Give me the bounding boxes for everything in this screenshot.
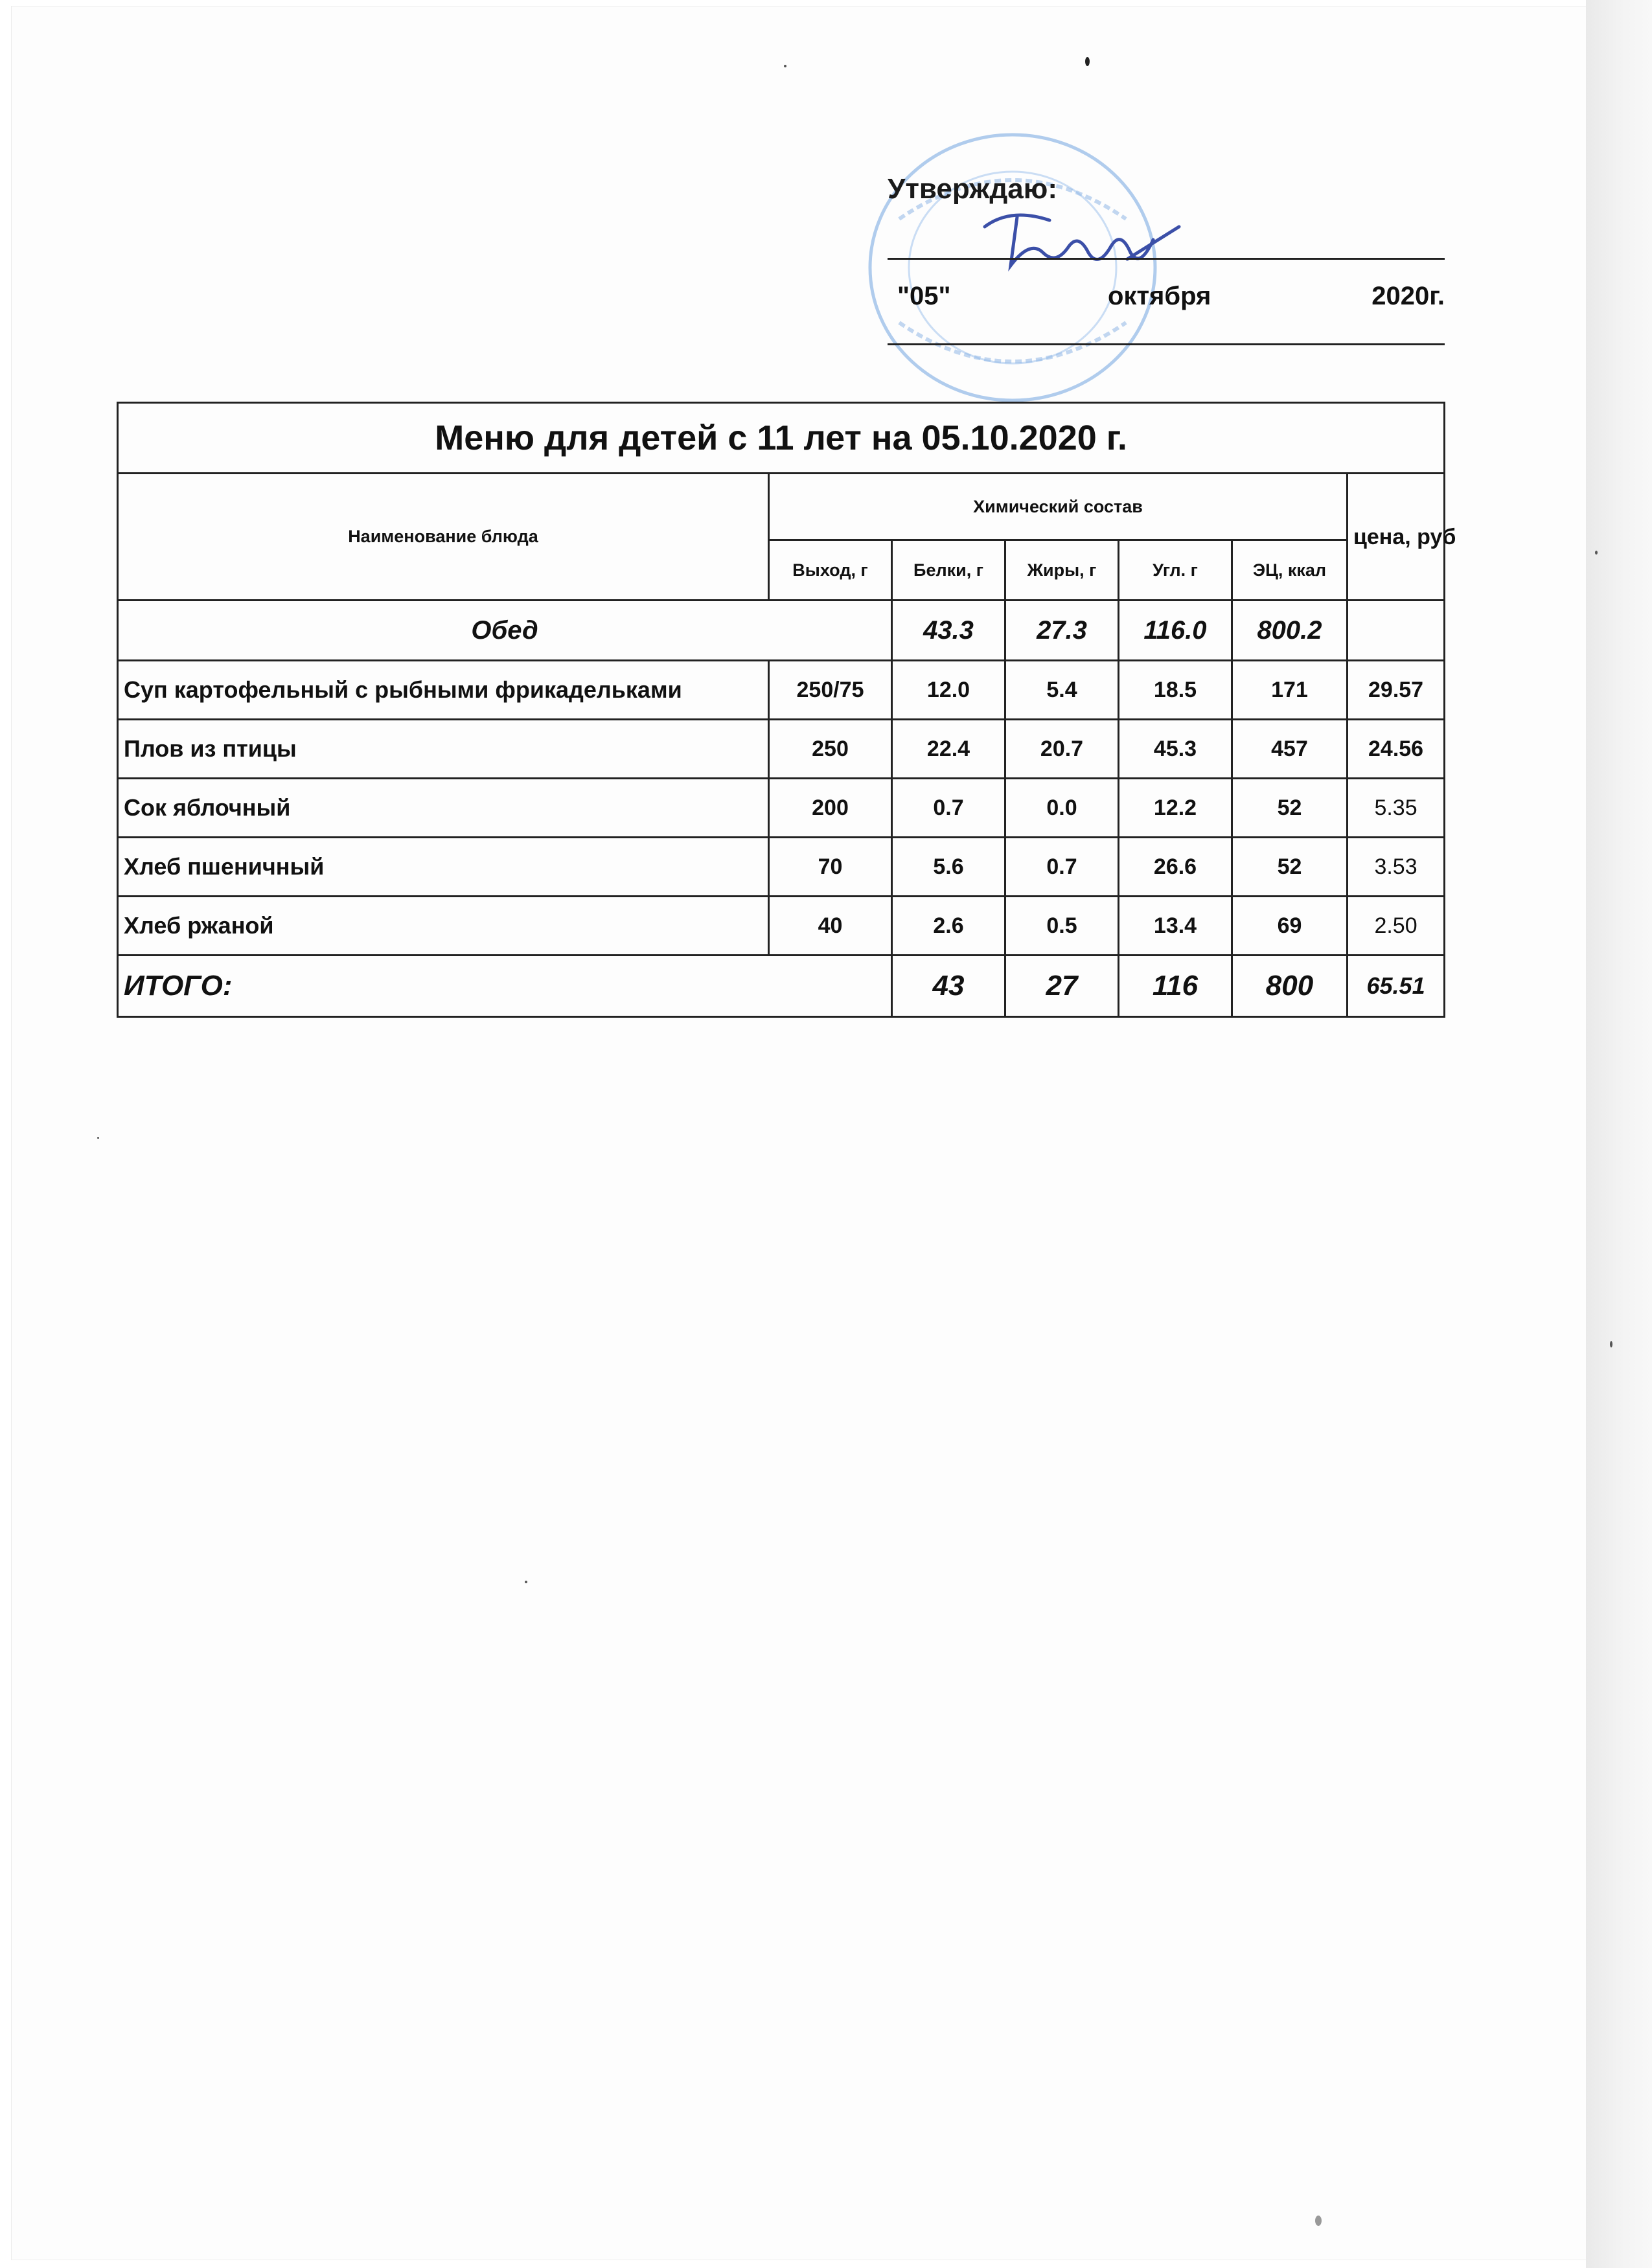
dish-protein: 5.6 xyxy=(892,838,1005,897)
dish-energy: 52 xyxy=(1232,779,1348,838)
dish-fat: 0.5 xyxy=(1005,897,1119,956)
table-row xyxy=(118,720,1445,779)
dish-carb: 18.5 xyxy=(1119,661,1232,720)
dish-protein: 22.4 xyxy=(892,720,1005,779)
scan-speck xyxy=(97,1137,99,1139)
header-protein: Белки, г xyxy=(892,540,1005,601)
dish-energy: 171 xyxy=(1232,661,1348,720)
dish-carb: 45.3 xyxy=(1119,720,1232,779)
total-protein: 43 xyxy=(892,956,1005,1017)
dish-protein: 12.0 xyxy=(892,661,1005,720)
total-energy: 800 xyxy=(1232,956,1348,1017)
total-fat: 27 xyxy=(1005,956,1119,1017)
menu-table xyxy=(117,402,1456,1018)
dish-fat: 5.4 xyxy=(1005,661,1119,720)
total-row xyxy=(118,956,1445,1017)
header-dish-name: Наименование блюда xyxy=(118,474,769,601)
dish-name: Сок яблочный xyxy=(118,779,769,838)
dish-name: Хлеб пшеничный xyxy=(118,838,769,897)
dish-name: Суп картофельный с рыбными фрикадельками xyxy=(118,661,769,720)
dish-carb: 26.6 xyxy=(1119,838,1232,897)
scan-speck xyxy=(525,1581,527,1583)
table-row xyxy=(118,779,1445,838)
menu-title: Меню для детей с 11 лет на 05.10.2020 г. xyxy=(118,403,1445,474)
dish-price: 3.53 xyxy=(1348,838,1445,897)
dish-protein: 2.6 xyxy=(892,897,1005,956)
meal-energy: 800.2 xyxy=(1232,601,1348,661)
dish-protein: 0.7 xyxy=(892,779,1005,838)
date-underline xyxy=(888,343,1445,345)
scan-speck xyxy=(1315,2216,1322,2226)
dish-output: 250 xyxy=(769,720,892,779)
scan-speck xyxy=(1595,551,1598,555)
dish-carb: 12.2 xyxy=(1119,779,1232,838)
meal-row xyxy=(118,601,1445,661)
meal-price xyxy=(1348,601,1445,661)
dish-price: 24.56 xyxy=(1348,720,1445,779)
table-row xyxy=(118,661,1445,720)
signature-line xyxy=(888,258,1445,260)
dish-price: 2.50 xyxy=(1348,897,1445,956)
scan-speck xyxy=(784,65,786,67)
meal-label: Обед xyxy=(118,601,892,661)
dish-output: 70 xyxy=(769,838,892,897)
dish-fat: 0.0 xyxy=(1005,779,1119,838)
header-output: Выход, г xyxy=(769,540,892,601)
meal-protein: 43.3 xyxy=(892,601,1005,661)
table-row xyxy=(118,838,1445,897)
dish-fat: 0.7 xyxy=(1005,838,1119,897)
scan-speck xyxy=(1085,57,1090,66)
dish-energy: 52 xyxy=(1232,838,1348,897)
dish-name: Плов из птицы xyxy=(118,720,769,779)
date-day: "05" xyxy=(897,282,951,310)
dish-carb: 13.4 xyxy=(1119,897,1232,956)
header-fat: Жиры, г xyxy=(1005,540,1119,601)
scan-speck xyxy=(1610,1341,1612,1347)
dish-output: 250/75 xyxy=(769,661,892,720)
header-chemical-composition: Химический состав xyxy=(769,474,1348,540)
meal-carb: 116.0 xyxy=(1119,601,1232,661)
header-carb: Угл. г xyxy=(1119,540,1232,601)
total-label: ИТОГО: xyxy=(118,956,892,1017)
total-price: 65.51 xyxy=(1348,956,1445,1017)
approval-block xyxy=(888,165,1445,360)
dish-price: 5.35 xyxy=(1348,779,1445,838)
total-carb: 116 xyxy=(1119,956,1232,1017)
approval-date xyxy=(897,282,1445,321)
dish-energy: 457 xyxy=(1232,720,1348,779)
dish-price: 29.57 xyxy=(1348,661,1445,720)
date-year: 2020г. xyxy=(1371,282,1445,310)
approval-label: Утверждаю: xyxy=(888,173,1057,205)
dish-output: 200 xyxy=(769,779,892,838)
date-month: октября xyxy=(1108,282,1211,310)
header-price: цена, руб xyxy=(1348,474,1445,601)
scan-edge xyxy=(1586,0,1652,2268)
meal-fat: 27.3 xyxy=(1005,601,1119,661)
dish-energy: 69 xyxy=(1232,897,1348,956)
dish-output: 40 xyxy=(769,897,892,956)
table-row xyxy=(118,897,1445,956)
header-energy: ЭЦ, ккал xyxy=(1232,540,1348,601)
dish-fat: 20.7 xyxy=(1005,720,1119,779)
dish-name: Хлеб ржаной xyxy=(118,897,769,956)
